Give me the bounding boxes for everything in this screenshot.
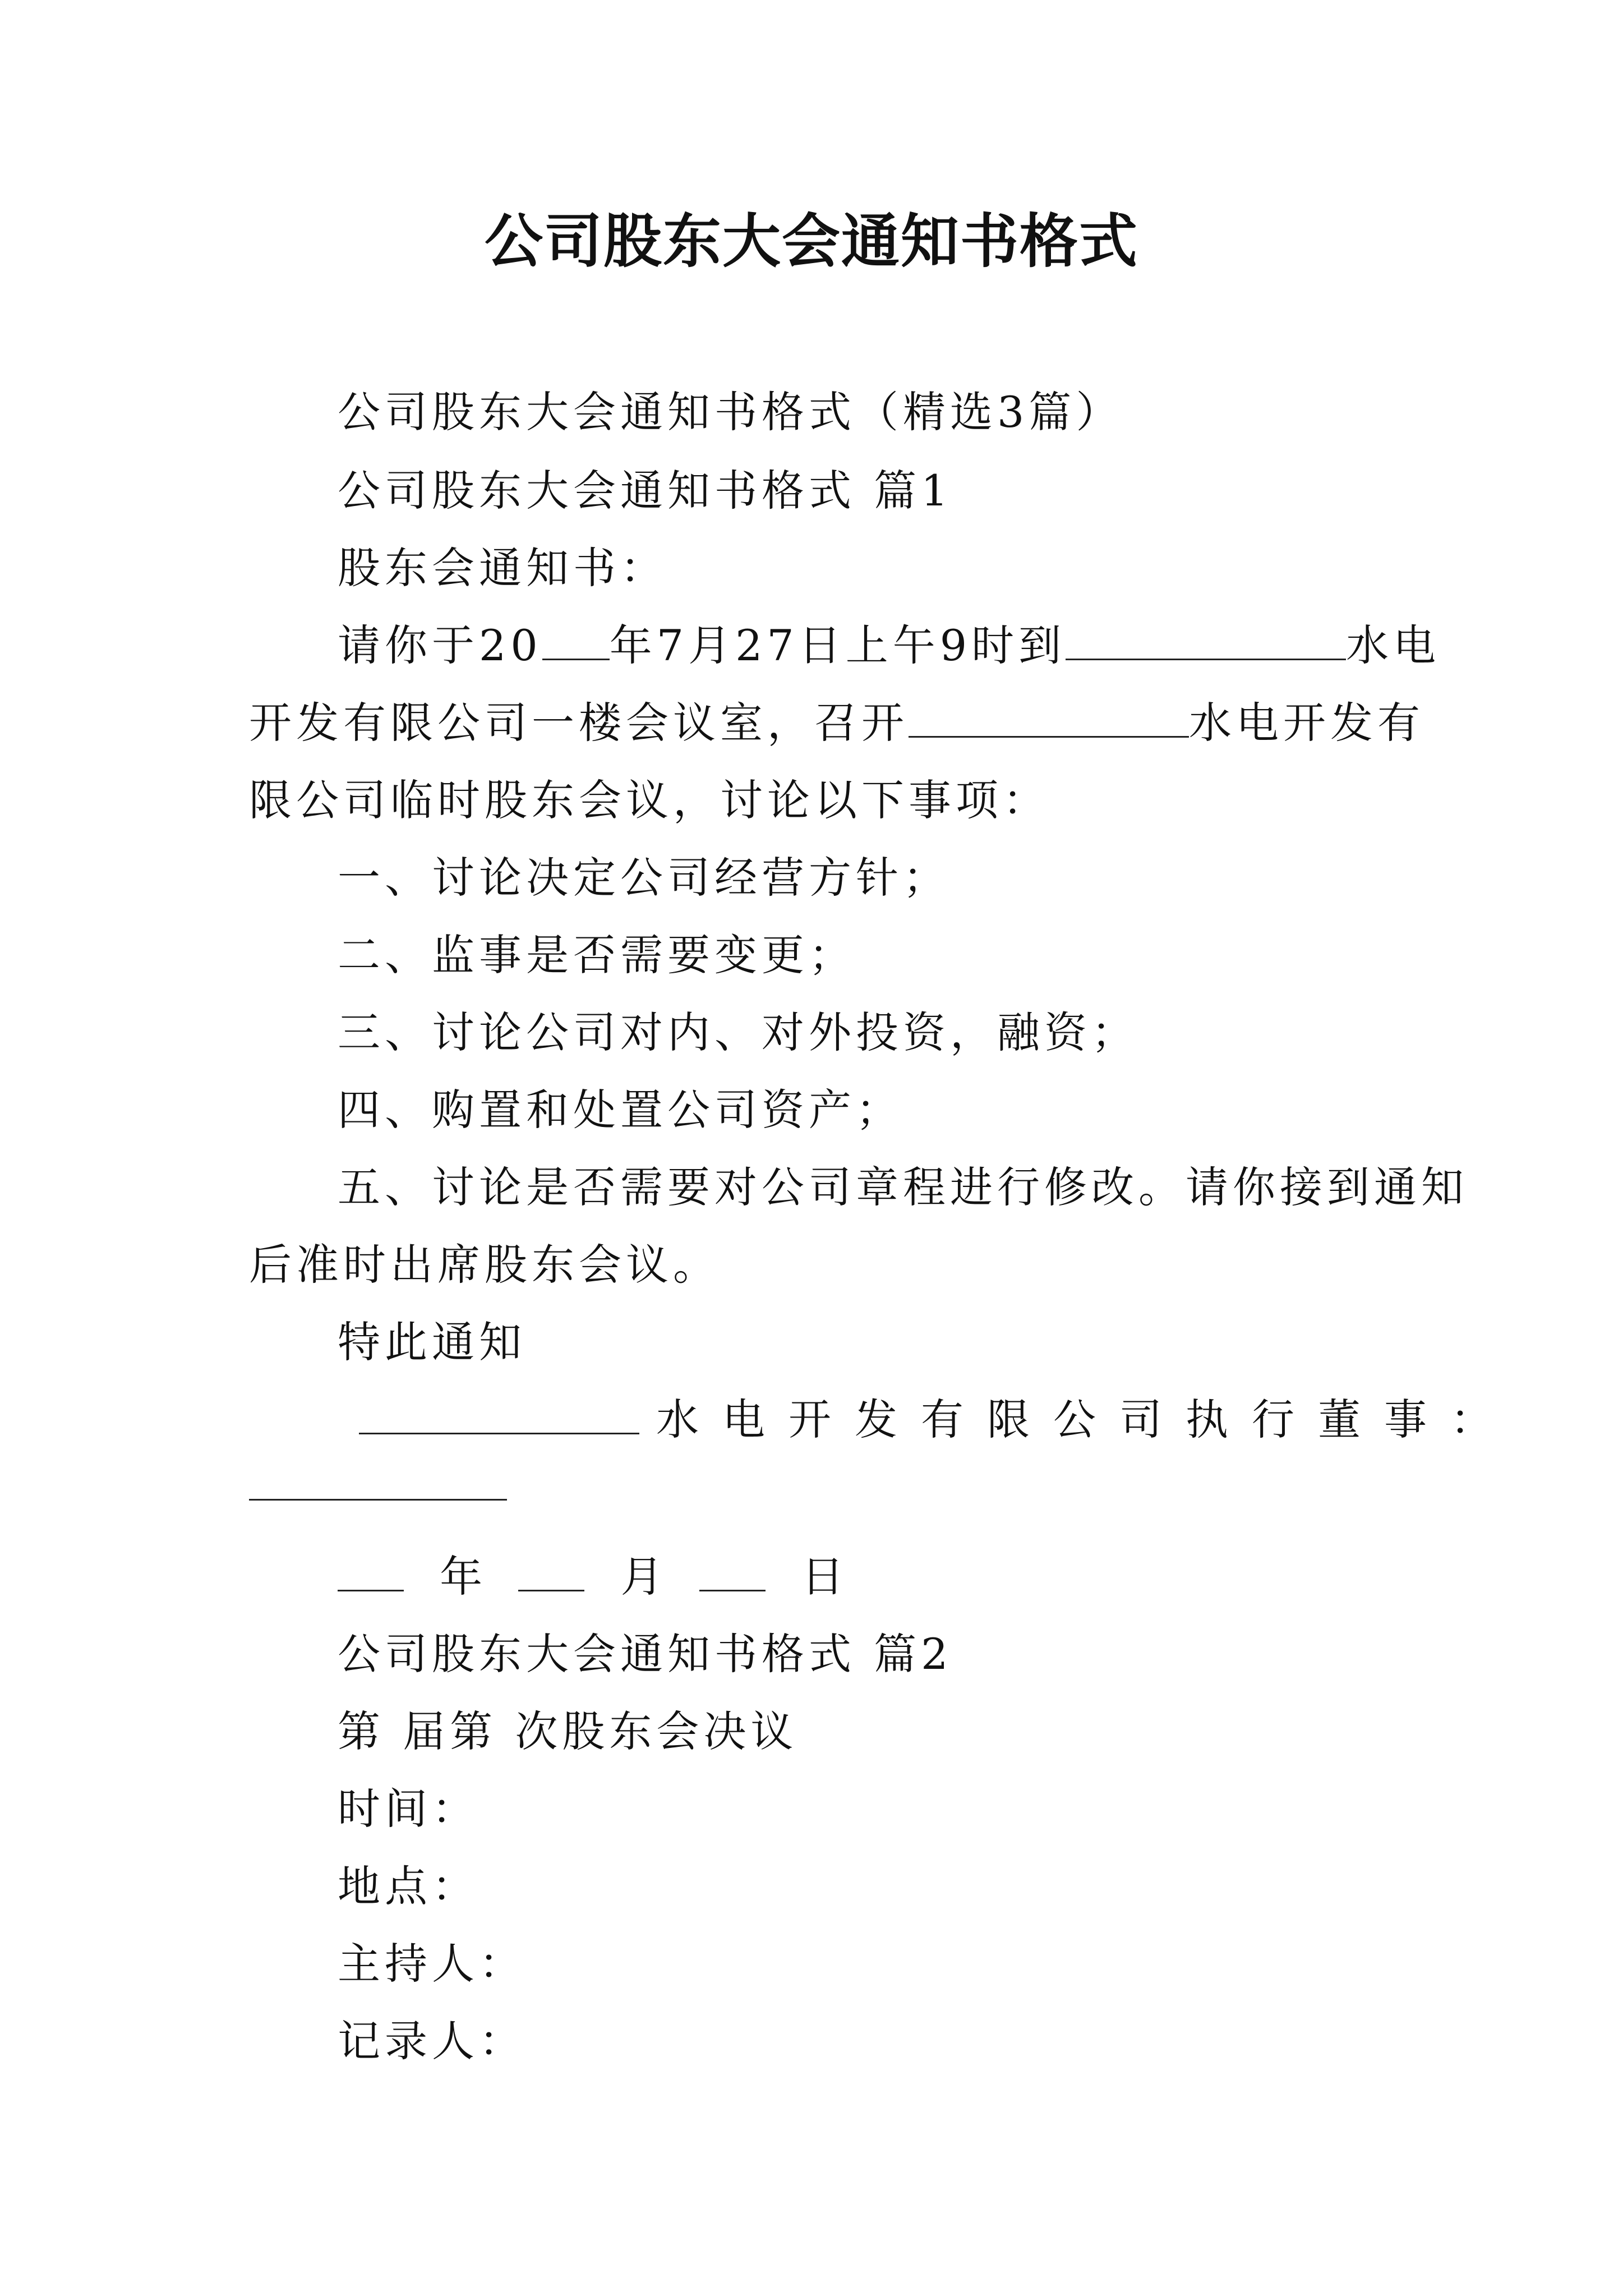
date-day-label: 日 (801, 1552, 844, 1602)
notice-heading: 股东会通知书： (338, 543, 667, 593)
field-recorder: 记录人： (338, 2016, 526, 2066)
agenda-item-5-line1: 五、讨论是否需要对公司章程进行修改。请你接到通知 (338, 1162, 1468, 1212)
date-month-blank (518, 1550, 584, 1591)
date-year-label: 年 (440, 1552, 483, 1602)
director-name-blank (249, 1499, 507, 1501)
agenda-item-5-line2: 后准时出席股东会议。 (249, 1240, 720, 1290)
section2-heading: 公司股东大会通知书格式 篇2 (338, 1629, 953, 1679)
date-line (338, 1546, 866, 1608)
paragraph1-line1 (338, 615, 1440, 677)
signature-company-blank (359, 1393, 639, 1434)
signature-line (359, 1389, 1516, 1451)
document-subtitle: 公司股东大会通知书格式（精选3篇） (338, 387, 1123, 437)
section1-heading: 公司股东大会通知书格式 篇1 (338, 466, 953, 516)
company-name-blank-1 (1066, 619, 1346, 660)
date-month-label: 月 (620, 1552, 663, 1602)
field-host: 主持人： (338, 1939, 526, 1989)
agenda-item-2: 二、监事是否需要变更； (338, 930, 856, 980)
year-blank (542, 619, 610, 660)
paragraph1-line2-part-a: 开发有限公司一楼会议室，召开 (249, 698, 909, 748)
document-title: 公司股东大会通知书格式 (484, 206, 1138, 275)
field-time: 时间： (338, 1784, 479, 1834)
agenda-item-4: 四、购置和处置公司资产； (338, 1085, 903, 1135)
resolution-heading: 第 届第 次股东会决议 (338, 1706, 798, 1756)
field-place: 地点： (338, 1861, 479, 1911)
paragraph1-line2 (249, 692, 1424, 754)
date-day-blank (699, 1550, 766, 1591)
paragraph1-line1-part-a: 请你于20 (338, 620, 542, 670)
date-year-blank (338, 1550, 404, 1591)
signature-text: 水电开发有限公司执行董事： (656, 1395, 1516, 1444)
agenda-item-1: 一、讨论决定公司经营方针； (338, 853, 950, 903)
paragraph1-line3: 限公司临时股东会议，讨论以下事项： (249, 775, 1050, 825)
paragraph1-line1-part-c: 水电 (1346, 620, 1441, 670)
company-name-blank-2 (909, 697, 1189, 738)
paragraph1-line2-part-b: 水电开发有 (1189, 698, 1424, 748)
paragraph1-line1-part-b: 年7月27日上午9时到 (609, 620, 1066, 670)
agenda-item-3: 三、讨论公司对内、对外投资，融资； (338, 1007, 1138, 1057)
closing-text: 特此通知 (338, 1317, 526, 1367)
